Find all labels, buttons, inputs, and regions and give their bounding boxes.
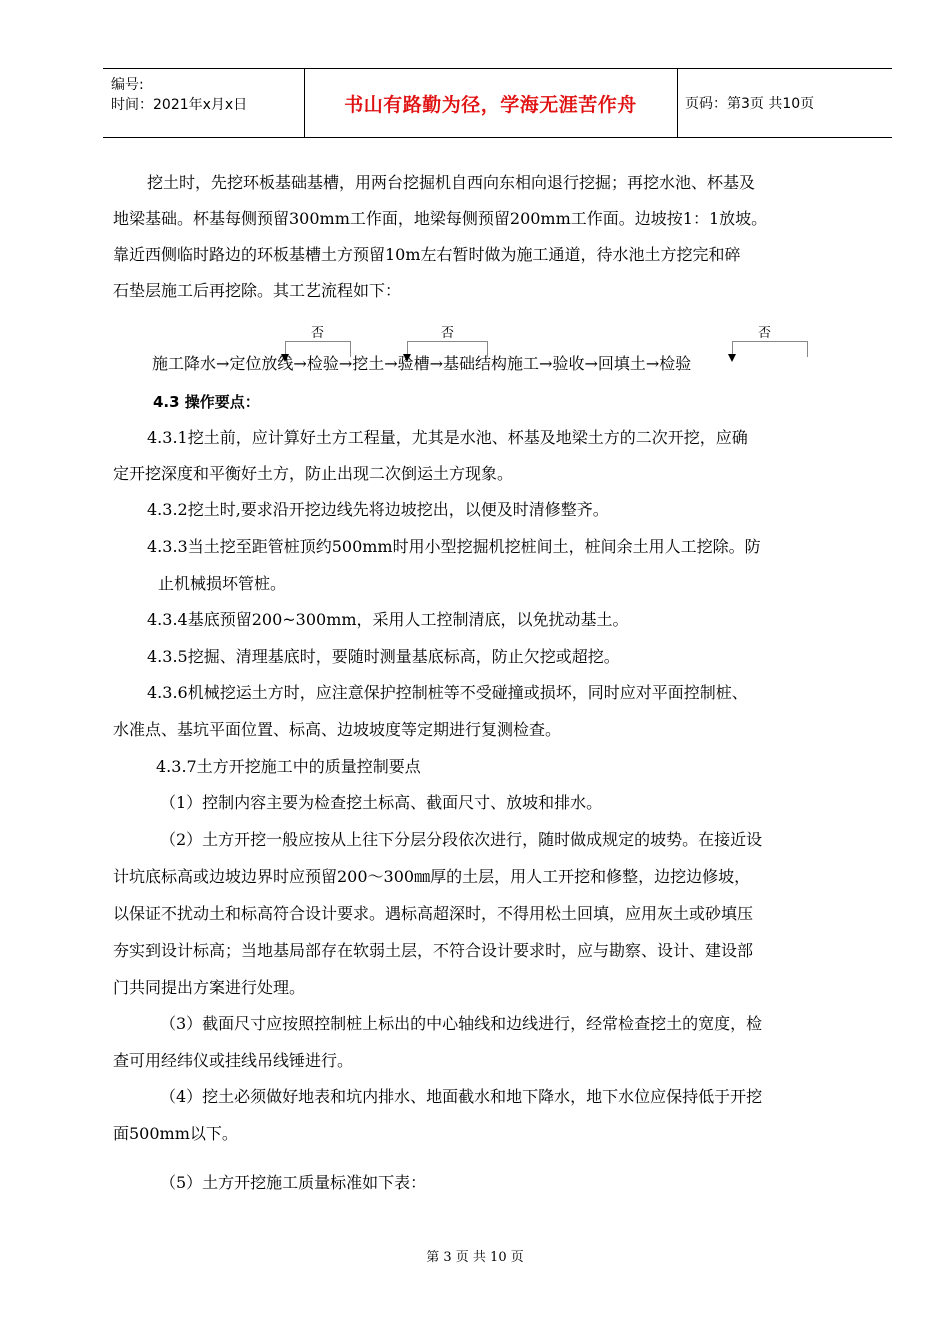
paragraph-line: 4.3.2挖土时,要求沿开挖边线先将边坡挖出，以便及时清修整齐。: [147, 500, 609, 519]
paragraph-line: 定开挖深度和平衡好土方，防止出现二次倒运土方现象。: [113, 464, 514, 483]
paragraph-line: 4.3.3当土挖至距管桩顶约500mm时用小型挖掘机挖桩间土，桩间余土用人工挖除。防: [147, 537, 761, 556]
feedback-loop-3: [732, 341, 808, 357]
section-heading: 4.3 操作要点：: [153, 393, 260, 411]
header-divider-2: [677, 69, 678, 137]
feedback-arrow-icon: [728, 354, 736, 362]
footer-page-number: 第 3 页 共 10 页: [426, 1250, 524, 1265]
feedback-label-no: 否: [441, 326, 455, 341]
header-meta: [111, 75, 247, 115]
page-footer: [0, 1246, 950, 1265]
list-item: （5）土方开挖施工质量标准如下表：: [160, 1173, 427, 1192]
list-item: （4）挖土必须做好地表和坑内排水、地面截水和地下降水，地下水位应保持低于开挖: [160, 1087, 763, 1106]
paragraph-line: 计坑底标高或边坡边界时应预留200～300㎜厚的土层，用人工开挖和修整，边挖边修坡，: [113, 867, 751, 886]
header-page-info: 页码：第3页 共10页: [685, 96, 815, 112]
feedback-label-no: 否: [311, 326, 325, 341]
document-date-label: 时间：2021年x月x日: [111, 97, 248, 113]
paragraph-line: 石垫层施工后再挖除。其工艺流程如下：: [113, 281, 402, 300]
paragraph-line: 水准点、基坑平面位置、标高、边坡坡度等定期进行复测检查。: [113, 720, 562, 739]
paragraph-line: 面500mm以下。: [113, 1124, 238, 1143]
paragraph-line: 4.3.6机械挖运土方时，应注意保护控制桩等不受碰撞或损坏，同时应对平面控制桩、: [147, 683, 748, 702]
process-flow-steps: 施工降水→定位放线→检验→挖土→验槽→基础结构施工→验收→回填土→检验: [152, 354, 692, 373]
paragraph-line: 4.3.5挖掘、清理基底时，要随时测量基底标高，防止欠挖或超挖。: [147, 647, 620, 666]
paragraph-line: 地梁基础。杯基每侧预留300mm工作面，地梁每侧预留200mm工作面。边坡按1：1放坡。: [113, 209, 768, 228]
feedback-label-no: 否: [758, 326, 772, 341]
paragraph-line: 靠近西侧临时路边的环板基槽土方预留10m左右暂时做为施工通道，待水池土方挖完和碎: [113, 245, 741, 264]
list-item: （1）控制内容主要为检查挖土标高、截面尺寸、放坡和排水。: [160, 793, 603, 812]
paragraph-line: 止机械损坏管桩。: [158, 574, 287, 593]
page-header: [103, 68, 892, 138]
paragraph-line: 门共同提出方案进行处理。: [113, 978, 306, 997]
paragraph-line: 夯实到设计标高；当地基局部存在软弱土层，不符合设计要求时，应与勘察、设计、建设部: [113, 941, 754, 960]
paragraph-line: 4.3.1挖土前，应计算好土方工程量，尤其是水池、杯基及地梁土方的二次开挖，应确: [147, 428, 748, 447]
paragraph-line: 4.3.4基底预留200~300mm，采用人工控制清底，以免扰动基土。: [147, 610, 629, 629]
document-number-label: 编号:: [111, 77, 144, 93]
list-item: （2）土方开挖一般应按从上往下分层分段依次进行，随时做成规定的坡势。在接近设: [160, 830, 763, 849]
paragraph-line: 查可用经纬仪或挂线吊线锤进行。: [113, 1051, 354, 1070]
subsection-heading: 4.3.7土方开挖施工中的质量控制要点: [156, 757, 421, 776]
header-motto: 书山有路勤为径，学海无涯苦作舟: [344, 93, 637, 116]
paragraph-line: 以保证不扰动土和标高符合设计要求。遇标高超深时，不得用松土回填，应用灰土或砂填压: [113, 904, 754, 923]
paragraph-line: 挖土时，先挖环板基础基槽，用两台挖掘机自西向东相向退行挖掘；再挖水池、杯基及: [147, 173, 756, 192]
list-item: （3）截面尺寸应按照控制桩上标出的中心轴线和边线进行，经常检查挖土的宽度，检: [160, 1014, 763, 1033]
